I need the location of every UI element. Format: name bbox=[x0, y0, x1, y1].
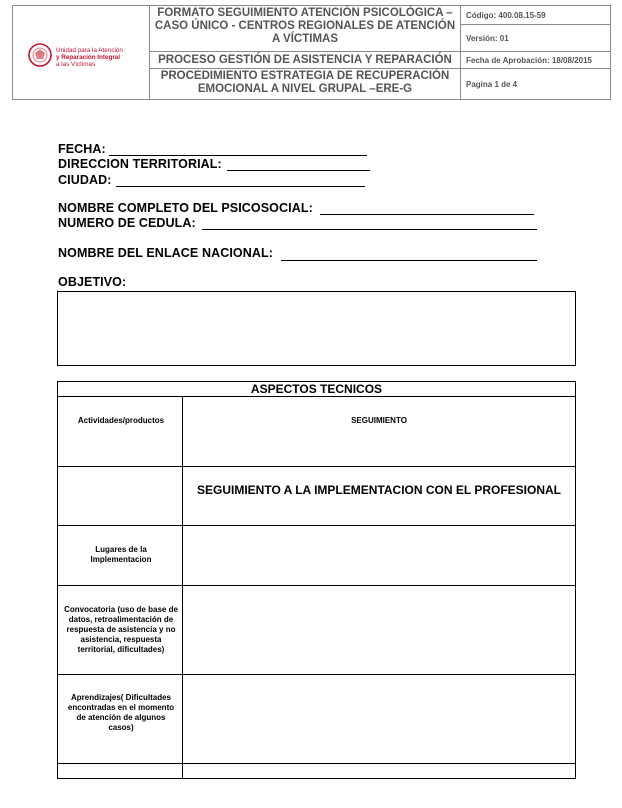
procedure-title: PROCEDIMIENTO ESTRATEGIA DE RECUPERACIÓN EMOCIONAL A NIVEL GRUPAL –ERE-G bbox=[160, 70, 450, 95]
seguimiento-cell[interactable] bbox=[183, 397, 575, 466]
logo-line-2: y Reparación Integral bbox=[56, 54, 121, 61]
convocatoria-label: Convocatoria (uso de base de datos, retroalimentación de respuesta de asistencia y no asistencia, respuesta territorial, dificultades) bbox=[64, 605, 178, 654]
aprendizajes-label: Aprendizajes( Dificultades encontradas en el momento de atención de algunos casos) bbox=[67, 693, 175, 732]
numero-cedula-line[interactable] bbox=[202, 229, 537, 230]
logo-line-1: Unidad para la Atención bbox=[56, 47, 123, 54]
lugares-cell[interactable] bbox=[183, 586, 575, 674]
format-title: FORMATO SEGUIMIENTO ATENCIÓN PSICOLÓGICA – CASO ÚNICO - CENTROS REGIONALES DE ATENCIÓN A VÍCTIMAS bbox=[154, 7, 456, 45]
nombre-enlace-line[interactable] bbox=[281, 260, 537, 261]
aspectos-tecnicos-table bbox=[57, 381, 576, 779]
ciudad-line[interactable] bbox=[116, 186, 365, 187]
logo-line-3: a las Víctimas bbox=[56, 61, 96, 68]
nombre-psicosocial-label: NOMBRE COMPLETO DEL PSICOSOCIAL: bbox=[58, 201, 313, 215]
fecha-line[interactable] bbox=[109, 155, 367, 156]
fecha-label: FECHA: bbox=[58, 142, 106, 156]
implementacion-heading: SEGUIMIENTO A LA IMPLEMENTACION CON EL PROFESIONAL bbox=[196, 483, 561, 497]
nombre-psicosocial-line[interactable] bbox=[320, 214, 534, 215]
convocatoria-cell[interactable] bbox=[183, 675, 575, 763]
seguimiento-header: SEGUIMIENTO bbox=[351, 416, 407, 425]
actividades-header: Actividades/productos bbox=[77, 416, 165, 425]
ciudad-label: CIUDAD: bbox=[58, 173, 112, 187]
aspectos-tecnicos-title: ASPECTOS TECNICOS bbox=[250, 382, 383, 396]
direccion-territorial-line[interactable] bbox=[227, 170, 370, 171]
document-header bbox=[12, 5, 611, 100]
document-code: Código: 400.08.15-59 bbox=[466, 10, 546, 20]
approval-date: Fecha de Aprobación: 18/08/2015 bbox=[466, 55, 592, 65]
document-version: Versión: 01 bbox=[466, 33, 509, 43]
direccion-territorial-label: DIRECCION TERRITORIAL: bbox=[58, 157, 222, 171]
objetivo-label: OBJETIVO: bbox=[58, 275, 127, 289]
numero-cedula-label: NUMERO DE CEDULA: bbox=[58, 216, 196, 230]
nombre-enlace-label: NOMBRE DEL ENLACE NACIONAL: bbox=[58, 246, 273, 260]
objetivo-box[interactable] bbox=[57, 291, 576, 366]
lugares-label: Lugares de la Implementacion bbox=[90, 545, 152, 564]
colombia-seal-icon bbox=[13, 6, 149, 99]
page-number: Pagina 1 de 4 bbox=[466, 79, 518, 89]
process-title: PROCESO GESTIÓN DE ASISTENCIA Y REPARACIÓN bbox=[158, 54, 452, 66]
unidad-victimas-logo bbox=[13, 6, 149, 99]
